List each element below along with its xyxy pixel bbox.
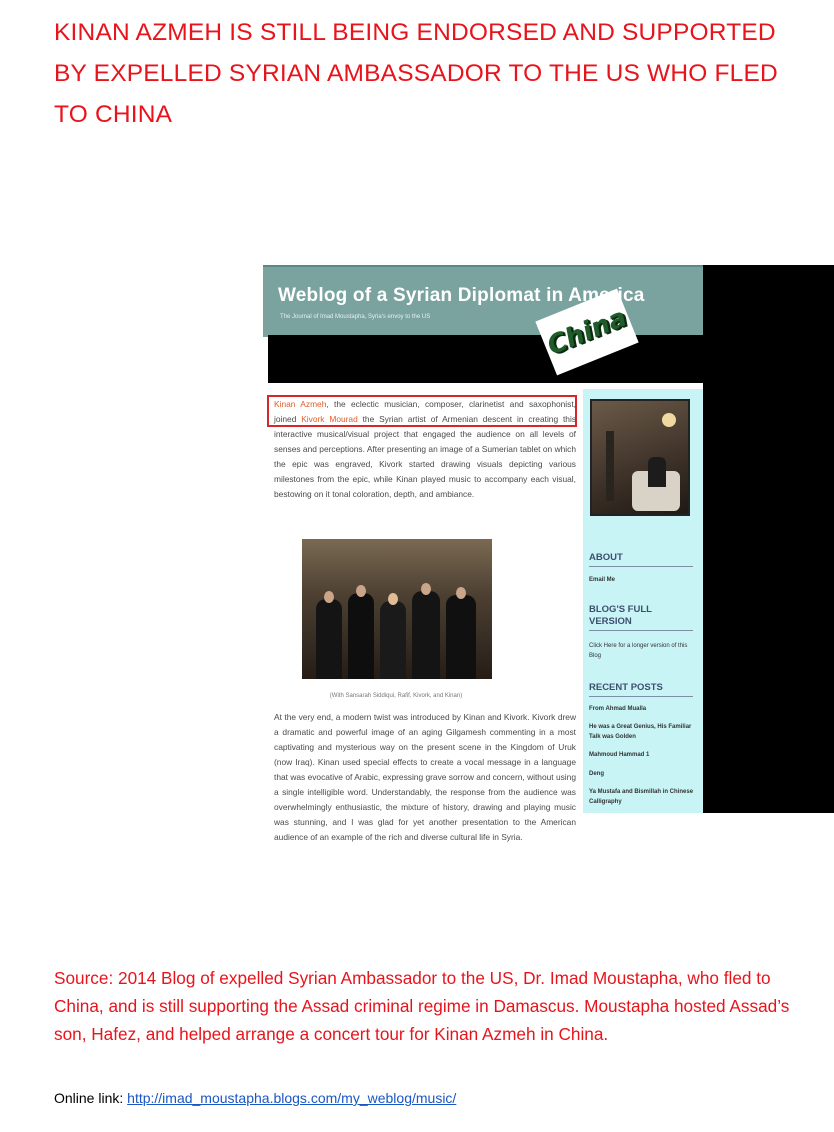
blog-sidebar bbox=[583, 389, 703, 813]
black-redaction-right bbox=[703, 265, 834, 813]
online-link-line bbox=[54, 1090, 456, 1106]
blog-post bbox=[266, 389, 580, 905]
online-link-label: Online link: bbox=[54, 1090, 128, 1106]
sidebar-photo bbox=[590, 399, 690, 516]
blog-screenshot bbox=[263, 265, 834, 905]
recent-post-link[interactable]: From Ahmad Mualla bbox=[589, 706, 647, 712]
recent-post-link[interactable]: He was a Great Genius, His Familiar Talk was Golden bbox=[589, 724, 692, 740]
concert-photo bbox=[302, 539, 492, 679]
about-heading: ABOUT bbox=[589, 552, 693, 567]
link-kinan-azmeh[interactable]: Kinan Azmeh bbox=[274, 399, 327, 409]
link-kivork-mourad[interactable]: Kivork Mourad bbox=[301, 414, 358, 424]
recent-post-link[interactable]: Deng bbox=[589, 771, 604, 777]
recent-posts-heading: RECENT POSTS bbox=[589, 682, 693, 697]
headline: KINAN AZMEH IS STILL BEING ENDORSED AND SUPPORTED BY EXPELLED SYRIAN AMBASSADOR TO THE US WHO FLED TO CHINA bbox=[54, 19, 778, 128]
photo-caption: (With Sansarah Siddiqui, Rafif, Kivork, and Kinan) bbox=[329, 693, 463, 699]
email-link[interactable]: Email Me bbox=[589, 577, 616, 583]
china-stamp-text: China bbox=[543, 302, 631, 362]
source-note: Source: 2014 Blog of expelled Syrian Ambassador to the US, Dr. Imad Moustapha, who fled to China, and is still supporting the Assad criminal regime in Damascus. Moustapha hosted Assad’s son, Hafez, and helped arrange a concert tour for Kinan Azmeh in China. bbox=[54, 968, 790, 1044]
recent-post-link[interactable]: Ya Mustafa and Bismillah in Chinese Calligraphy bbox=[589, 789, 694, 805]
recent-post-link[interactable]: Mahmoud Hammad 1 bbox=[589, 752, 650, 758]
blog-subtitle: The Journal of Imad Moustapha, Syria's envoy to the US bbox=[280, 314, 431, 320]
online-link[interactable]: http://imad_moustapha.blogs.com/my_weblog/music/ bbox=[127, 1090, 457, 1106]
blog-header bbox=[263, 265, 703, 337]
full-version-heading: BLOG'S FULL VERSION bbox=[589, 604, 693, 631]
post-paragraph-1: Kinan Azmeh, the eclectic musician, composer, clarinetist and saxophonist, joined Kivork Mourad the Syrian artist of Armenian descent in creating this interactive musical/visual project that engaged the audience on all levels of senses and perceptions. After presenting an image of a Sumerian tablet on which the epic was engraved, Kivork started drawing visuals depicting various milestones from the epic, while Kinan played music to accompany each visual, bestowing on it tonal coloration, depth, and ambiance. bbox=[274, 399, 577, 499]
full-version-link[interactable]: Click Here for a longer version of this Blog bbox=[589, 643, 688, 659]
post-paragraph-2: At the very end, a modern twist was introduced by Kinan and Kivork. Kivork drew a dramatic and powerful image of an aging Gilgamesh commenting in a most captivating and mysterious way on the present scene in the Kingdom of Uruk (now Iraq). Kinan used special effects to create a vocal message in a language that was evocative of Arabic, expressing grave sorrow and concern, without using a single intelligible word. Understandably, the response from the audience was overwhelmingly enthusiastic, the mixture of history, drawing and playing music was stunning, and I was glad for yet another presentation to the American audience of an example of the rich and diverse cultural life in Syria. bbox=[274, 712, 576, 842]
blog-title: Weblog of a Syrian Diplomat in America bbox=[278, 285, 645, 306]
